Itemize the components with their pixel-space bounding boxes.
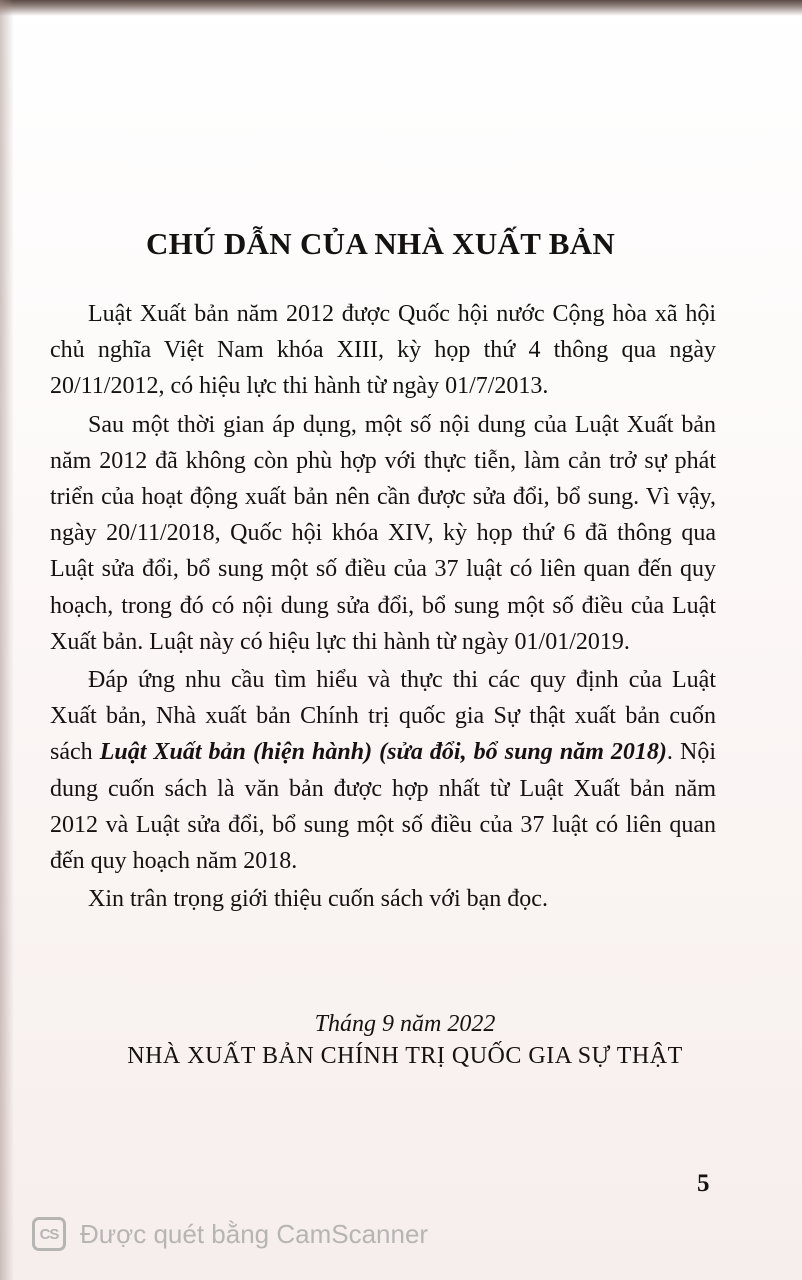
- paragraph-closing: Xin trân trọng giới thiệu cuốn sách với bạn đọc.: [88, 886, 548, 913]
- page-number: 5: [697, 1170, 710, 1197]
- body-text: [50, 296, 716, 919]
- camscanner-watermark: [32, 1216, 428, 1252]
- paragraph-book-intro: [50, 662, 716, 879]
- book-intro-text-after: . Nội dung cuốn sách là văn bản được hợp nhất từ Luật Xuất bản năm 2012 và Luật sửa đổi, bổ sung một số điều của 37 luật có liên quan đến quy hoạch năm 2018.: [50, 739, 716, 875]
- watermark-text: Được quét bằng CamScanner: [80, 1218, 429, 1249]
- book-intro-text-before: Đáp ứng nhu cầu tìm hiểu và thực thi các quy định của Luật Xuất bản, Nhà xuất bản Chính trị quốc gia Sự thật xuất bản cuốn sách: [50, 667, 716, 766]
- page-left-shadow: [0, 0, 14, 1280]
- publisher-signature: NHÀ XUẤT BẢN CHÍNH TRỊ QUỐC GIA SỰ THẬT: [127, 1043, 683, 1069]
- paragraph-amendment: Sau một thời gian áp dụng, một số nội dung của Luật Xuất bản năm 2012 đã không còn phù hợp với thực tiễn, làm cản trở sự phát triển của hoạt động xuất bản nên cần được sửa đổi, bổ sung. Vì vậy, ngày 20/11/2018, Quốc hội khóa XIV, kỳ họp thứ 6 đã thông qua Luật sửa đổi, bổ sung một số điều của 37 luật có liên quan đến quy hoạch, trong đó có nội dung sửa đổi, bổ sung một số điều của Luật Xuất bản. Luật này có hiệu lực thi hành từ ngày 01/01/2019.: [50, 411, 716, 655]
- camscanner-logo-icon: CS: [32, 1217, 66, 1251]
- signature-date: Tháng 9 năm 2022: [314, 1011, 496, 1037]
- paragraph-law-enactment: Luật Xuất bản năm 2012 được Quốc hội nước Cộng hòa xã hội chủ nghĩa Việt Nam khóa XIII, kỳ họp thứ 4 thông qua ngày 20/11/2012, có hiệu lực thi hành từ ngày 01/7/2013.: [50, 301, 716, 400]
- book-title: Luật Xuất bản (hiện hành) (sửa đổi, bổ sung năm 2018): [99, 739, 667, 766]
- page-top-shadow: [0, 0, 802, 16]
- page-title: CHÚ DẪN CỦA NHÀ XUẤT BẢN: [146, 226, 616, 261]
